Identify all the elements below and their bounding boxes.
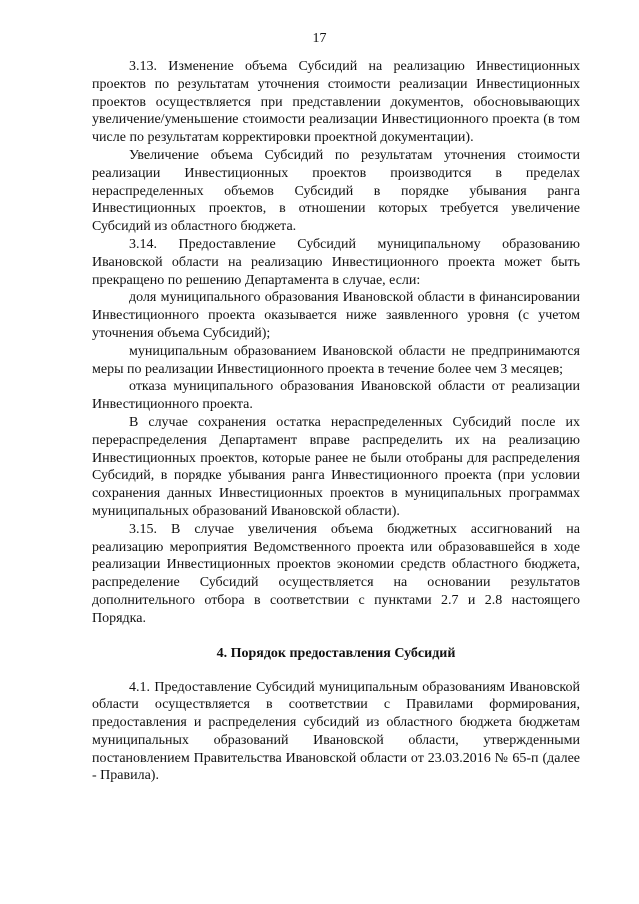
page-number: 17 — [312, 31, 327, 46]
spacer — [92, 628, 580, 645]
paragraph-3-14: 3.14. Предоставление Субсидий муниципальному образованию Ивановской области на реализацию Инвестиционного проекта может быть прекращено по решению Департамента в случае, если: — [92, 236, 580, 288]
paragraph-remaining-subsidies: В случае сохранения остатка нераспределенных Субсидий после их перераспределения Департамент вправе распределить их на реализацию Инвестиционных проектов, которые ранее не были отобраны для распределения Субсидий, в порядке убывания ранга Инвестиционного проекта (при условии сохранения данных Инвестиционных проектов в муниципальных программах муниципальных образований Ивановской области). — [92, 414, 580, 519]
paragraph-condition-share: доля муниципального образования Ивановской области в финансировании Инвестиционного проекта оказывается ниже заявленного уровня (с учетом уточнения объема Субсидий); — [92, 290, 580, 341]
section-heading: 4. Порядок предоставления Субсидий — [216, 645, 456, 661]
spacer — [92, 663, 580, 679]
document-body — [92, 58, 580, 785]
paragraph-condition-refusal: отказа муниципального образования Ивановской области от реализации Инвестиционного проекта. — [92, 379, 580, 413]
paragraph-subsidy-increase: Увеличение объема Субсидий по результатам уточнения стоимости реализации Инвестиционных проектов производится в пределах нераспределенных объемов Субсидий в порядке убывания ранга Инвестиционных проектов, в отношении которых требуется увеличение Субсидий из областного бюджета. — [92, 147, 580, 235]
paragraph-4-1: 4.1. Предоставление Субсидий муниципальным образованиям Ивановской области осуществляется в соответствии с Правилами формирования, предоставления и распределения субсидий из областного бюджета бюджетам муниципальных образований Ивановской области, утвержденными постановлением Правительства Ивановской области от 23.03.2016 № 65-п (далее - Правила). — [92, 679, 580, 784]
paragraph-3-13: 3.13. Изменение объема Субсидий на реализацию Инвестиционных проектов по результатам уточнения стоимости реализации Инвестиционных проектов осуществляется при представлении документов, обосновывающих увеличение/уменьшение стоимости реализации Инвестиционного проекта (в том числе по результатам корректировки проектной документации). — [92, 59, 580, 146]
paragraph-condition-no-measures: муниципальным образованием Ивановской области не предпринимаются меры по реализации Инвестиционного проекта в течение более чем 3 месяцев; — [92, 343, 580, 377]
paragraph-3-15: 3.15. В случае увеличения объема бюджетных ассигнований на реализацию мероприятия Ведомственного проекта или образовавшейся в ходе реализации Инвестиционных проектов экономии средств областного бюджета, распределение Субсидий осуществляется на основании результатов дополнительного отбора в соответствии с пунктами 2.7 и 2.8 настоящего Порядка. — [92, 521, 580, 626]
